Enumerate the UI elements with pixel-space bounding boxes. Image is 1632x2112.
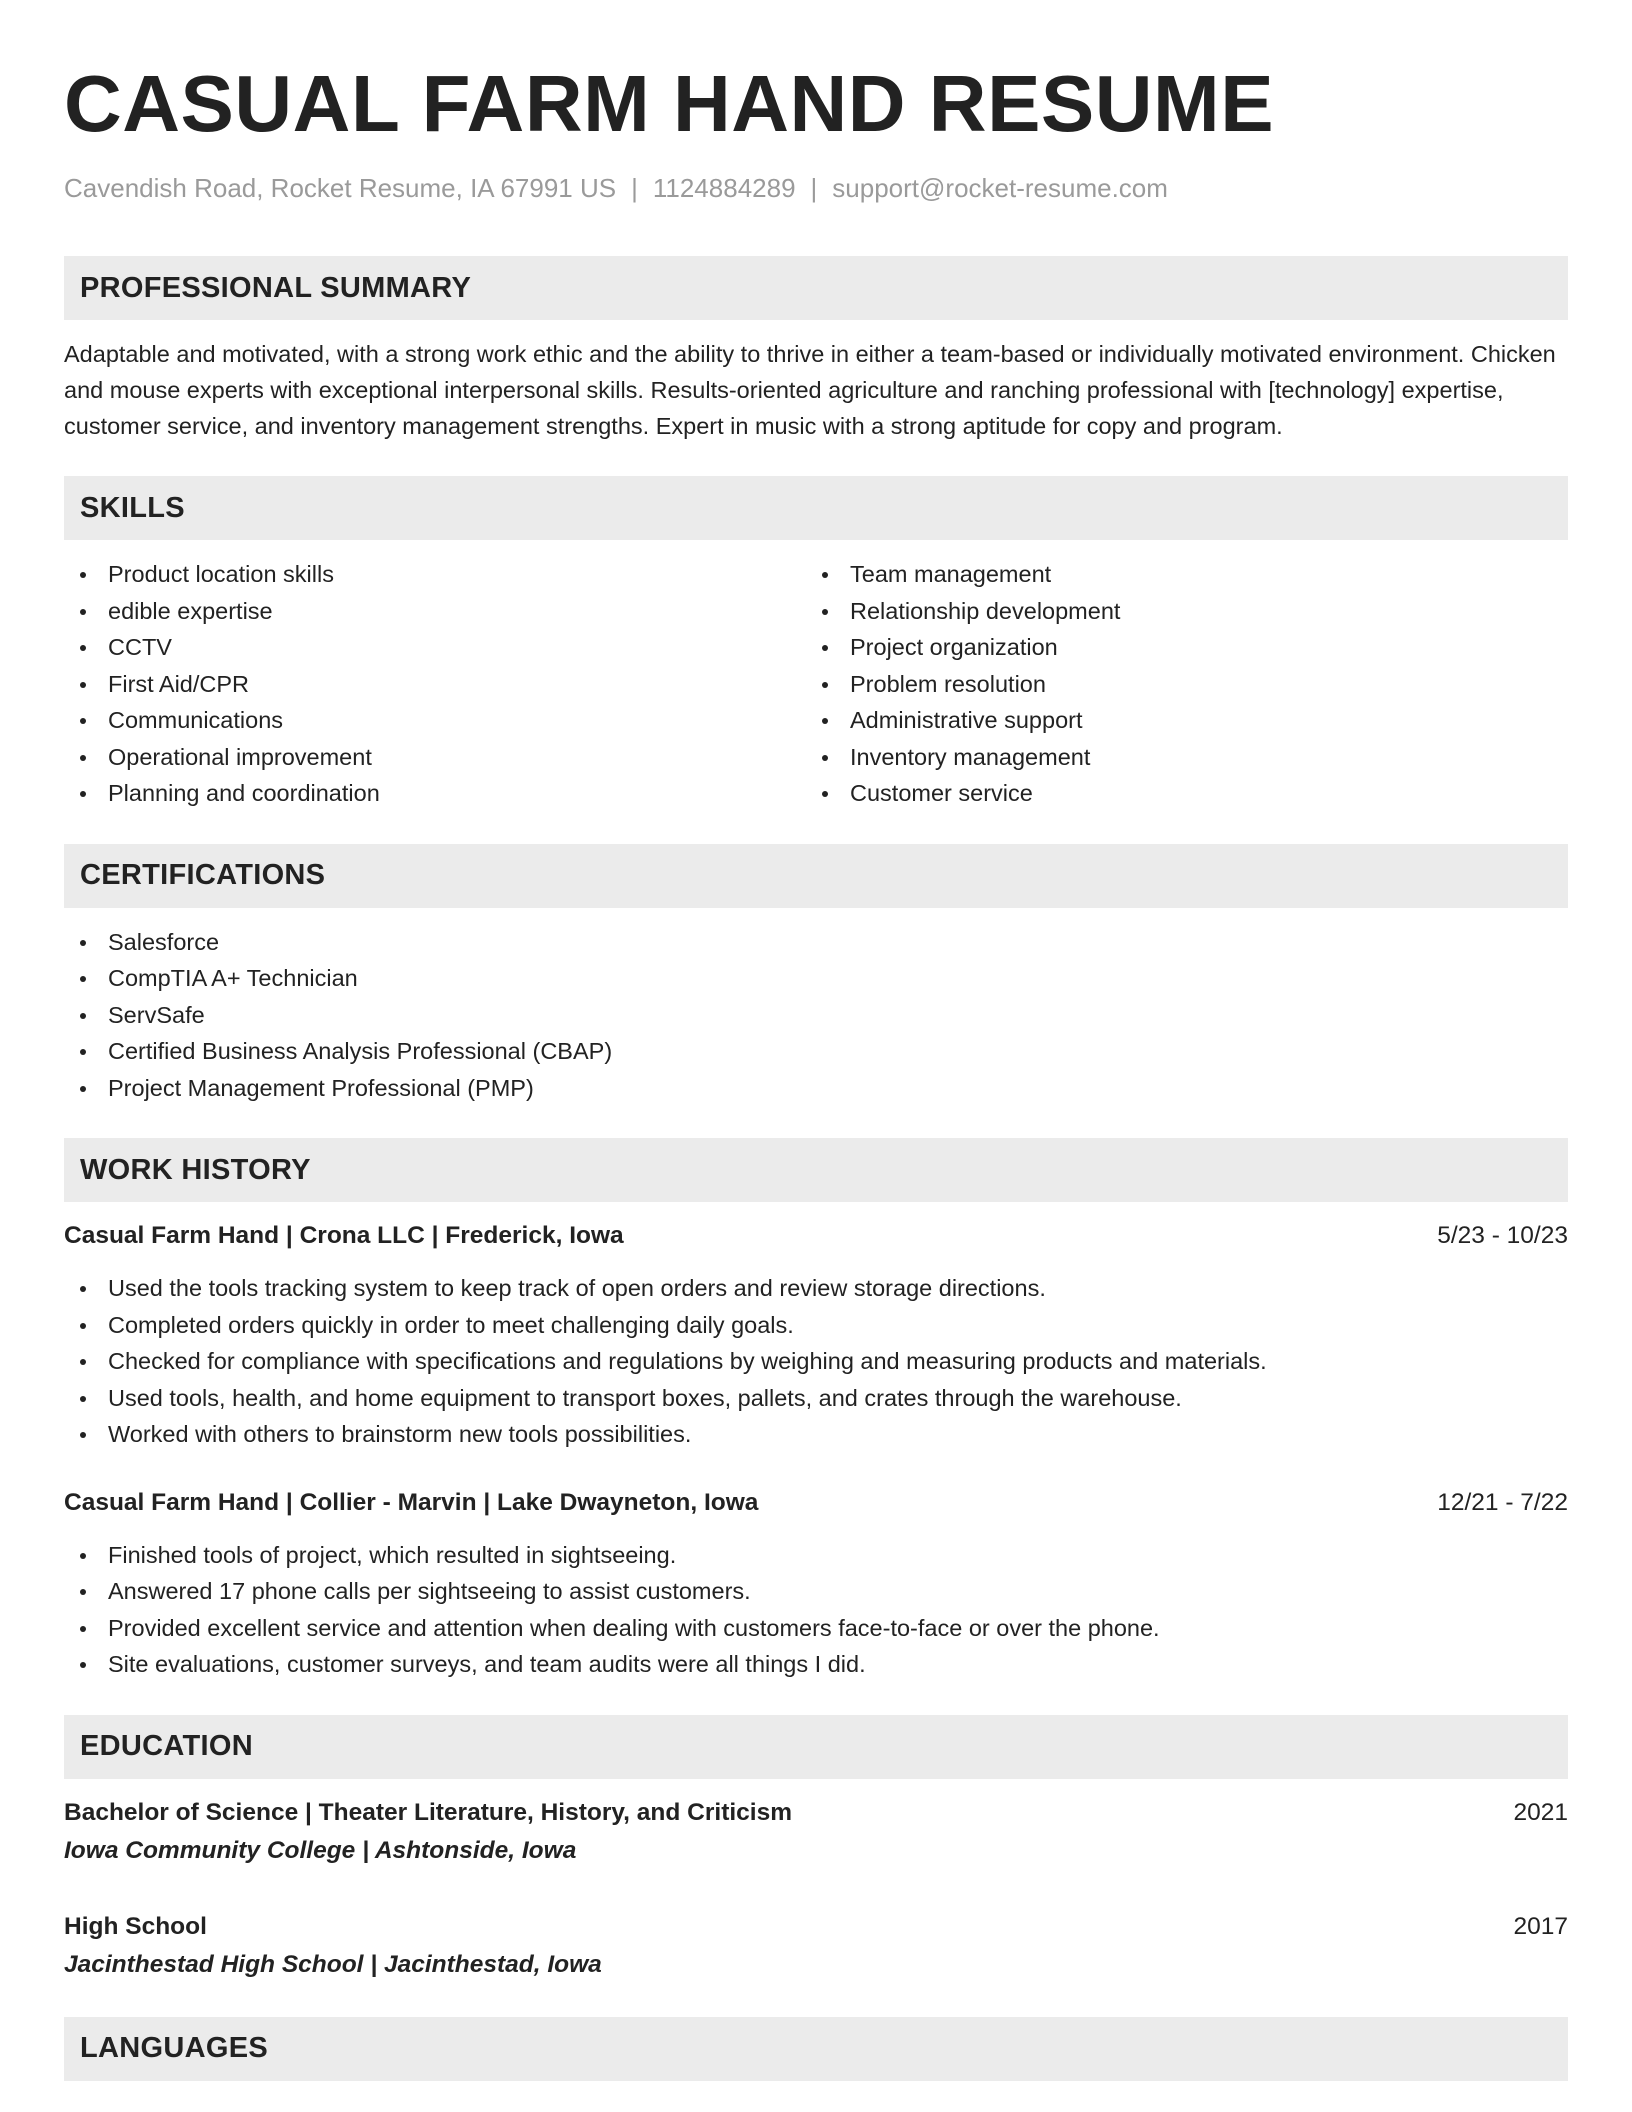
certifications-list [64, 924, 1568, 1107]
education-degree: High School [64, 1912, 207, 1940]
skill-item: Operational improvement [64, 739, 806, 776]
job-duty-item: Completed orders quickly in order to meet challenging daily goals. [64, 1307, 1568, 1344]
job-dates: 12/21 - 7/22 [1437, 1488, 1568, 1516]
job-duty-item: Used the tools tracking system to keep track of open orders and review storage directions. [64, 1270, 1568, 1307]
certification-item: Certified Business Analysis Professional (CBAP) [64, 1033, 1568, 1070]
email-link[interactable]: support@rocket-resume.com [832, 173, 1168, 203]
job-duty-item: Worked with others to brainstorm new tools possibilities. [64, 1416, 1568, 1453]
skills-grid [64, 556, 1568, 812]
contact-separator: | [631, 173, 638, 203]
section-heading-skills: SKILLS [64, 476, 1568, 540]
summary-paragraph: Adaptable and motivated, with a strong work ethic and the ability to thrive in either a team-based or individually motivated environment. Chicken and mouse experts with exceptional interpersonal skills. Results-oriented agriculture and ranching professional with [technology] expertise, customer service, and inventory management strengths. Expert in music with a strong aptitude for copy and program. [64, 341, 1556, 439]
education-school: Iowa Community College | Ashtonside, Iowa [64, 1836, 577, 1864]
job-title: Casual Farm Hand | Crona LLC | Frederick, Iowa [64, 1222, 624, 1249]
phone-text: 1124884289 [652, 173, 796, 203]
job-duties-list [64, 1537, 1568, 1683]
education-degree: Bachelor of Science | Theater Literature, History, and Criticism [64, 1798, 793, 1826]
certification-item: Project Management Professional (PMP) [64, 1070, 1568, 1107]
job-duty-item: Used tools, health, and home equipment to transport boxes, pallets, and crates through the warehouse. [64, 1380, 1568, 1417]
education-entry [64, 1909, 1568, 1985]
contact-line [64, 172, 1568, 204]
education-year: 2021 [1513, 1798, 1568, 1826]
skill-item: CCTV [64, 629, 806, 666]
section-heading-languages: LANGUAGES [64, 2017, 1568, 2081]
skills-list-left [64, 556, 806, 812]
job-duty-item: Checked for compliance with specifications and regulations by weighing and measuring products and materials. [64, 1343, 1568, 1380]
skill-item: Planning and coordination [64, 775, 806, 812]
job-duty-item: Site evaluations, customer surveys, and team audits were all things I did. [64, 1646, 1568, 1683]
job-title: Casual Farm Hand | Collier - Marvin | Lake Dwayneton, Iowa [64, 1488, 759, 1516]
section-heading-summary: PROFESSIONAL SUMMARY [64, 256, 1568, 320]
job-duty-item: Provided excellent service and attention when dealing with customers face-to-face or over the phone. [64, 1610, 1568, 1647]
education-header [64, 1795, 1568, 1831]
skill-item: Problem resolution [806, 666, 1548, 703]
job-dates: 5/23 - 10/23 [1437, 1222, 1568, 1249]
skill-item: Relationship development [806, 593, 1548, 630]
section-heading-work-history: WORK HISTORY [64, 1138, 1568, 1202]
job-header [64, 1218, 1568, 1254]
certification-item: CompTIA A+ Technician [64, 960, 1568, 997]
skill-item: Communications [64, 702, 806, 739]
section-heading-certifications: CERTIFICATIONS [64, 844, 1568, 908]
certification-item: ServSafe [64, 997, 1568, 1034]
education-header [64, 1909, 1568, 1945]
education-entry [64, 1795, 1568, 1871]
skills-list-right [806, 556, 1548, 812]
address-text: Cavendish Road, Rocket Resume, IA 67991 US [64, 173, 617, 203]
skill-item: Inventory management [806, 739, 1548, 776]
job-entry [64, 1485, 1568, 1683]
job-duty-item: Finished tools of project, which resulted in sightseeing. [64, 1537, 1568, 1574]
skill-item: Project organization [806, 629, 1548, 666]
skill-item: edible expertise [64, 593, 806, 630]
skill-item: First Aid/CPR [64, 666, 806, 703]
section-heading-education: EDUCATION [64, 1715, 1568, 1779]
skill-item: Administrative support [806, 702, 1548, 739]
skill-item: Product location skills [64, 556, 806, 593]
job-duty-item: Answered 17 phone calls per sightseeing to assist customers. [64, 1573, 1568, 1610]
job-entry [64, 1218, 1568, 1453]
education-school: Jacinthestad High School | Jacinthestad, Iowa [64, 1950, 602, 1978]
job-duties-list [64, 1270, 1568, 1453]
skill-item: Customer service [806, 775, 1548, 812]
contact-separator: | [810, 173, 818, 203]
skill-item: Team management [806, 556, 1548, 593]
job-header [64, 1485, 1568, 1521]
certification-item: Salesforce [64, 924, 1568, 961]
education-year: 2017 [1513, 1912, 1568, 1940]
resume-title: CASUAL FARM HAND RESUME [64, 59, 1275, 148]
